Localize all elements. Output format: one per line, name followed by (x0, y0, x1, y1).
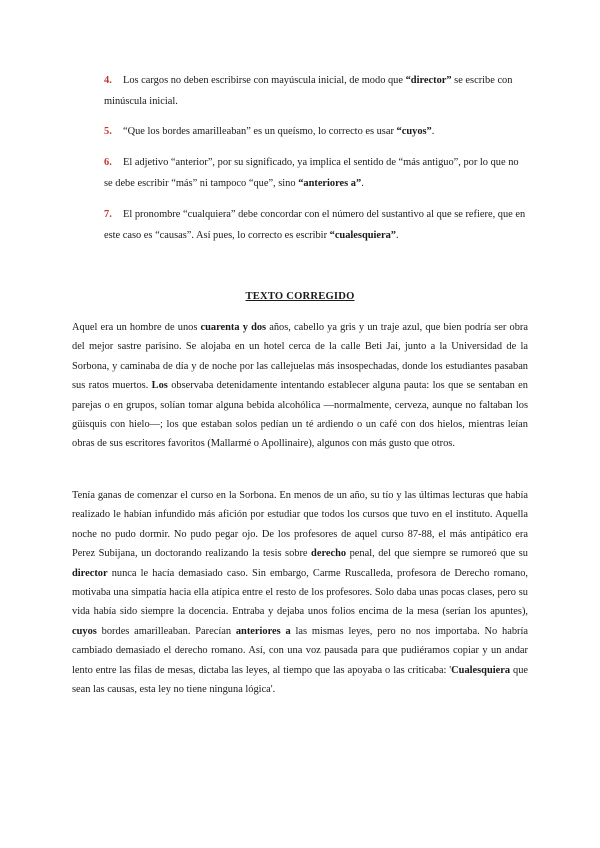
list-item-6 (104, 152, 528, 194)
item-text: El pronombre “cualquiera” debe concordar con el número del sustantivo al que se refiere, que en este caso es “causas”. Así pues, lo correcto es escribir “cualesquiera”. (104, 209, 526, 241)
item-number: 6. (104, 157, 112, 168)
list-item-7 (104, 204, 528, 246)
paragraph-1: Aquel era un hombre de unos cuarenta y dos años, cabello ya gris y un traje azul, que bien podría ser obra del mejor sastre parisino. Se alojaba en un hotel cerca de la calle Beti Jai, junto a la Universidad de la Sorbona, y caminaba de día y de noche por las callejuelas más insospechadas, donde los estudiantes pasaban sus ratos muertos. Los observaba detenidamente intentando establecer alguna pauta: los que se sentaban en parejas o en grupos, solían tomar alguna bebida alcohólica —normalmente, cerveza, aunque no faltaban los güisquis con hielo—; los que estaban solos pedían un té ardiendo o un café con dos hielos, mientras leían obras de sus escritores favoritos (Mallarmé o Apollinaire), algunos con más gusto que otros. (72, 322, 528, 450)
list-item-5 (104, 121, 528, 142)
section-title: TEXTO CORREGIDO (245, 291, 355, 302)
item-text: El adjetivo “anterior”, por su significado, ya implica el sentido de “más antiguo”, por lo que no se debe escribir “más” ni tampoco “que”, sino “anteriores a”. (104, 157, 519, 189)
item-number: 7. (104, 209, 112, 220)
item-text: Los cargos no deben escribirse con mayúscula inicial, de modo que “director” se escribe con minúscula inicial. (104, 75, 513, 107)
item-text: “Que los bordes amarilleaban” es un queísmo, lo correcto es usar “cuyos”. (123, 126, 435, 137)
paragraph-2: Tenía ganas de comenzar el curso en la Sorbona. En menos de un año, su tío y las últimas lecturas que había realizado le habían infundido más afición por estudiar que todos los cursos que tuvo en el instituto. Aquella noche no pudo dormir. No pudo pegar ojo. De los profesores de aquel curso 87-88, el más antipático era Perez Subijana, un doctorando realizando la tesis sobre derecho penal, del que siempre se rumoreó que su director nunca le hacía demasiado caso. Sin embargo, Carme Ruscalleda, profesora de Derecho romano, motivaba una simpatía hacia ella atípica entre el resto de los profesores. Solo daba unas pocas clases, pero su vida había sido siempre la docencia. Entraba y dejaba unos folios encima de la mesa (serían los apuntes), cuyos bordes amarilleaban. Parecían anteriores a las mismas leyes, pero no nos importaba. No habría cambiado demasiado el derecho romano. Así, con una voz pausada para que pudiéramos copiar y un andar lento entre las filas de mesas, dictaba las leyes, al tiempo que las apoyaba o las criticaba: 'Cualesquiera que sean las causas, esta ley no tiene ninguna lógica'. (72, 490, 528, 696)
item-number: 5. (104, 126, 112, 137)
item-number: 4. (104, 75, 112, 86)
list-item-4 (104, 70, 528, 112)
